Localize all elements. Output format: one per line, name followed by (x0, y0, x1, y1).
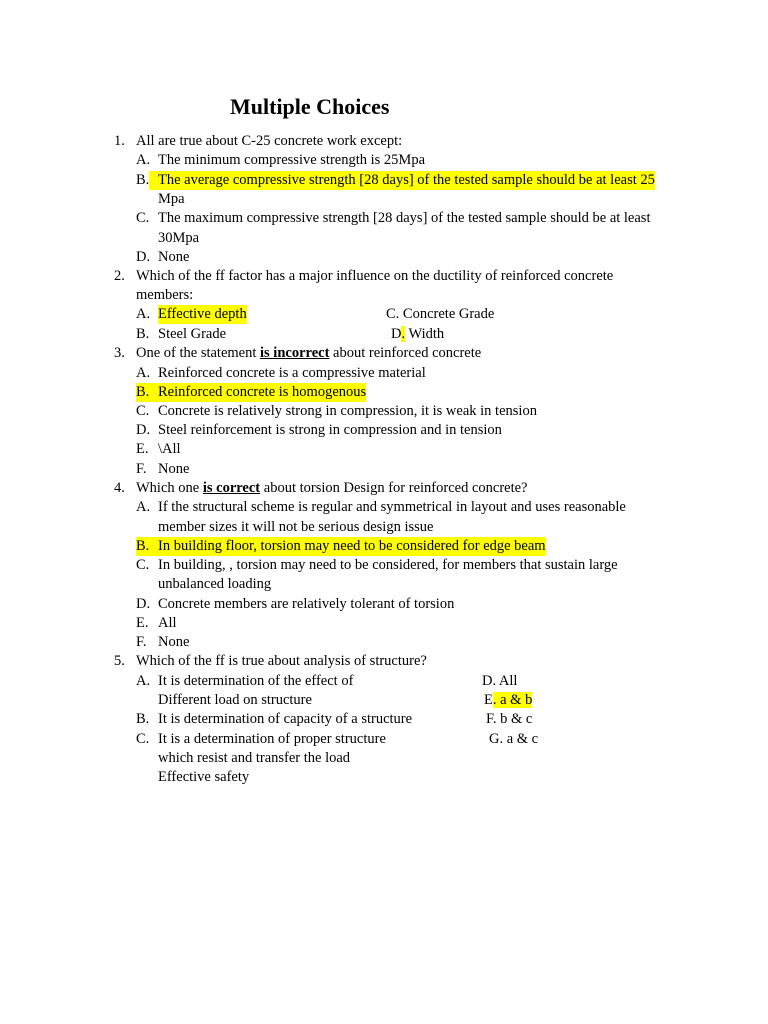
option-text: unbalanced loading (158, 576, 272, 592)
option-letter: B. (136, 326, 150, 342)
question-text (136, 479, 527, 498)
question-number: 1. (114, 133, 125, 149)
option-text: The maximum compressive strength [28 days] of the tested sample should be at least (158, 210, 651, 226)
question-text: members: (136, 287, 194, 303)
highlighted-answer: Reinforced concrete is homogenous (158, 384, 367, 400)
option-letter: A. (136, 673, 151, 689)
option-text: The minimum compressive strength is 25Mpa (158, 152, 426, 168)
option-text: G. a & c (489, 731, 539, 747)
option-text: Effective safety (158, 769, 250, 785)
option-text: Mpa (158, 191, 185, 207)
option-letter: D. (136, 249, 151, 265)
option-text: Different load on structure (158, 692, 312, 708)
option-letter: A. (136, 365, 151, 381)
question-number: 3. (114, 345, 125, 361)
question-text: Which of the ff is true about analysis of structure? (136, 653, 427, 669)
option-text: Steel Grade (158, 326, 227, 342)
option-letter: C. (136, 557, 150, 573)
option-text: member sizes it will not be serious design issue (158, 519, 434, 535)
option-text: All (158, 615, 177, 631)
question-emphasis: is incorrect (260, 345, 330, 361)
option-text: Width (405, 326, 445, 342)
option-text (484, 691, 532, 710)
highlighted-answer: . a & b (492, 692, 533, 708)
option-text: Reinforced concrete is a compressive material (158, 365, 426, 381)
question-text-part: about reinforced concrete (329, 345, 482, 361)
option-text: Steel reinforcement is strong in compression and in tension (158, 422, 502, 438)
question-number: 2. (114, 268, 125, 284)
option-text: Concrete is relatively strong in compression, it is weak in tension (158, 403, 537, 419)
highlight-mark: . (401, 326, 406, 342)
option-letter: B. (136, 172, 150, 188)
question-number: 5. (114, 653, 125, 669)
option-letter: D. (136, 422, 151, 438)
highlighted-answer: In building floor, torsion may need to be considered for edge beam (158, 538, 546, 554)
page-title: Multiple Choices (230, 94, 390, 119)
option-letter: B. (136, 711, 150, 727)
question-text-part: about torsion Design for reinforced concrete? (260, 480, 528, 496)
option-letter: C. (136, 403, 150, 419)
option-text: Concrete members are relatively tolerant of torsion (158, 596, 455, 612)
option-text: D. All (482, 673, 518, 689)
option-letter: B. (136, 537, 158, 556)
option-letter: A. (136, 152, 151, 168)
option-letter: F. (136, 461, 147, 477)
option-letter: C. (136, 210, 150, 226)
option-text: It is a determination of proper structure (158, 731, 386, 747)
option-letter: C. (136, 731, 150, 747)
question-text: Which of the ff factor has a major influence on the ductility of reinforced concrete (136, 268, 614, 284)
highlighted-answer: Effective depth (158, 306, 247, 322)
option-text: which resist and transfer the load (158, 750, 351, 766)
option-text: In building, , torsion may need to be considered, for members that sustain large (158, 557, 618, 573)
question-text-part: One of the statement (136, 345, 261, 361)
option-text: It is determination of the effect of (158, 673, 354, 689)
option-letter: E. (136, 441, 149, 457)
option-letter: B. (136, 383, 158, 402)
question-emphasis: is correct (202, 480, 261, 496)
option-text: It is determination of capacity of a structure (158, 711, 413, 727)
option-letter: A. (136, 499, 151, 515)
option-text: If the structural scheme is regular and symmetrical in layout and uses reasonable (158, 499, 626, 515)
question-text-part: Which one (136, 480, 203, 496)
option-letter: F. (136, 634, 147, 650)
question-number: 4. (114, 480, 125, 496)
option-text: 30Mpa (158, 230, 200, 246)
option-text: None (158, 249, 190, 265)
option-text (391, 325, 444, 344)
question-text (136, 344, 481, 363)
highlighted-answer: The average compressive strength [28 days] of the tested sample should be at least 25 (149, 171, 655, 190)
option-text: None (158, 461, 190, 477)
option-text: C. Concrete Grade (386, 306, 495, 322)
question-text: All are true about C-25 concrete work except: (136, 133, 403, 149)
option-letter: E (484, 692, 493, 708)
option-letter: D. (136, 596, 151, 612)
option-letter: D (391, 326, 402, 342)
option-text: F. b & c (486, 711, 533, 727)
option-text: \All (158, 441, 181, 457)
option-letter: A. (136, 306, 151, 322)
option-text: None (158, 634, 190, 650)
option-letter: E. (136, 615, 149, 631)
